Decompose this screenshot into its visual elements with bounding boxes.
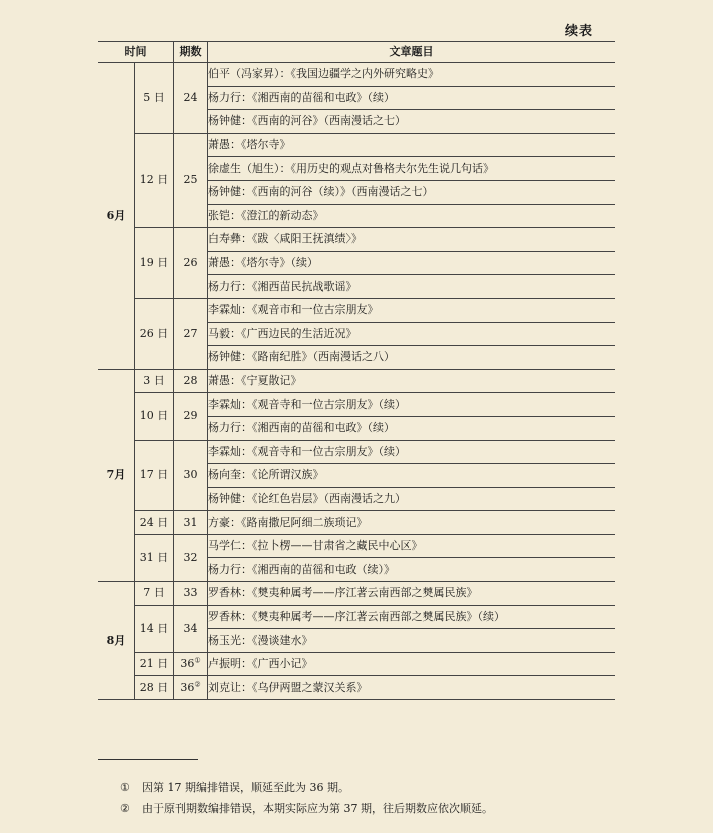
table-row bbox=[98, 652, 615, 676]
issue-cell bbox=[174, 63, 208, 134]
footnote-mark: ① bbox=[120, 781, 130, 794]
table-row bbox=[98, 228, 615, 252]
day-cell: 26 日 bbox=[135, 298, 174, 369]
day-cell: 5 日 bbox=[135, 63, 174, 134]
article-title-cell: 伯平（冯家昇）：《我国边疆学之内外研究略史》 bbox=[208, 63, 616, 87]
issue-cell bbox=[174, 440, 208, 511]
article-title-cell: 李霖灿：《观音市和一位古宗朋友》 bbox=[208, 298, 616, 322]
article-title-cell: 杨力行：《湘西南的苗徭和屯政》（续） bbox=[208, 86, 616, 110]
table-row bbox=[98, 605, 615, 629]
table-row bbox=[98, 534, 615, 558]
table-row bbox=[98, 369, 615, 393]
issue-cell bbox=[174, 534, 208, 581]
issue-number: 29 bbox=[183, 409, 198, 423]
article-title-cell: 李霖灿：《观音寺和一位古宗朋友》（续） bbox=[208, 393, 616, 417]
header-title: 文章题目 bbox=[208, 42, 616, 63]
table-row bbox=[98, 676, 615, 700]
article-title-cell: 李霖灿：《观音寺和一位古宗朋友》（续） bbox=[208, 440, 616, 464]
table-row bbox=[98, 298, 615, 322]
footnote-divider bbox=[98, 759, 198, 760]
issue-number: 28 bbox=[183, 374, 198, 388]
article-title-cell: 马学仁：《拉卜楞——甘肃省之藏民中心区》 bbox=[208, 534, 616, 558]
footnote-ref: ② bbox=[194, 680, 201, 689]
article-title-cell: 杨钟健：《西南的河谷》（西南漫话之七） bbox=[208, 110, 616, 134]
footnote-2 bbox=[120, 800, 493, 816]
issue-number: 24 bbox=[183, 90, 198, 104]
article-title-cell: 杨钟健：《论红色岩层》（西南漫话之九） bbox=[208, 487, 616, 511]
day-cell: 12 日 bbox=[135, 133, 174, 227]
issue-cell bbox=[174, 298, 208, 369]
day-cell: 28 日 bbox=[135, 676, 174, 700]
article-title-cell: 张铠：《澄江的新动态》 bbox=[208, 204, 616, 228]
article-title-cell: 杨力行：《湘西苗民抗战歌谣》 bbox=[208, 275, 616, 299]
issue-cell bbox=[174, 652, 208, 676]
issue-number: 36 bbox=[180, 657, 195, 671]
month-cell: 6月 bbox=[98, 63, 135, 370]
article-title-cell: 卢振明：《广西小记》 bbox=[208, 652, 616, 676]
article-title-cell: 刘克让：《乌伊两盟之蒙汉关系》 bbox=[208, 676, 616, 700]
header-time: 时间 bbox=[98, 42, 174, 63]
article-title-cell: 杨力行：《湘西南的苗徭和屯政》（续） bbox=[208, 416, 616, 440]
day-cell: 21 日 bbox=[135, 652, 174, 676]
table-row bbox=[98, 582, 615, 606]
article-title-cell: 方豪：《路南撒尼阿细二族琐记》 bbox=[208, 511, 616, 535]
issue-cell bbox=[174, 393, 208, 440]
issue-number: 31 bbox=[183, 515, 198, 529]
footnote-text: 由于原刊期数编排错误，本期实际应为第 37 期，往后期数应依次顺延。 bbox=[142, 802, 493, 815]
issue-cell bbox=[174, 133, 208, 227]
article-title-cell: 杨钟健：《路南纪胜》（西南漫话之八） bbox=[208, 346, 616, 370]
day-cell: 3 日 bbox=[135, 369, 174, 393]
issue-cell bbox=[174, 369, 208, 393]
issue-cell bbox=[174, 605, 208, 652]
article-title-cell: 罗香林：《僰夷种属考——序江著云南西部之僰属民族》（续） bbox=[208, 605, 616, 629]
header-issue: 期数 bbox=[174, 42, 208, 63]
table-row bbox=[98, 393, 615, 417]
issue-number: 25 bbox=[183, 173, 198, 187]
footnote-mark: ② bbox=[120, 802, 130, 815]
month-cell: 8月 bbox=[98, 582, 135, 700]
day-cell: 19 日 bbox=[135, 228, 174, 299]
article-title-cell: 马毅：《广西边民的生活近况》 bbox=[208, 322, 616, 346]
day-cell: 10 日 bbox=[135, 393, 174, 440]
issue-number: 33 bbox=[183, 586, 198, 600]
footnote-text: 因第 17 期编排错误，顺延至此为 36 期。 bbox=[142, 781, 349, 794]
table-row bbox=[98, 63, 615, 87]
issue-number: 36 bbox=[180, 680, 195, 694]
article-title-cell: 徐虚生（旭生）：《用历史的观点对鲁格夫尔先生说几句话》 bbox=[208, 157, 616, 181]
table-row bbox=[98, 440, 615, 464]
issue-number: 34 bbox=[183, 621, 198, 635]
day-cell: 14 日 bbox=[135, 605, 174, 652]
table-row bbox=[98, 511, 615, 535]
article-title-cell: 萧愚：《宁夏散记》 bbox=[208, 369, 616, 393]
footnote-1 bbox=[120, 779, 349, 795]
day-cell: 17 日 bbox=[135, 440, 174, 511]
day-cell: 24 日 bbox=[135, 511, 174, 535]
issue-cell bbox=[174, 582, 208, 606]
article-title-cell: 萧愚：《塔尔寺》 bbox=[208, 133, 616, 157]
article-title-cell: 杨向奎：《论所谓汉族》 bbox=[208, 464, 616, 488]
issue-cell bbox=[174, 676, 208, 700]
article-title-cell: 白寿彝：《跋〈咸阳王抚滇绩〉》 bbox=[208, 228, 616, 252]
footnote-ref: ① bbox=[194, 656, 201, 665]
issue-cell bbox=[174, 228, 208, 299]
issue-number: 30 bbox=[183, 468, 198, 482]
issue-table bbox=[98, 41, 615, 700]
month-cell: 7月 bbox=[98, 369, 135, 581]
continued-label: 续表 bbox=[564, 24, 593, 39]
article-title-cell: 杨钟健：《西南的河谷（续）》（西南漫话之七） bbox=[208, 180, 616, 204]
table-body bbox=[98, 63, 615, 700]
day-cell: 31 日 bbox=[135, 534, 174, 581]
article-title-cell: 杨力行：《湘西南的苗徭和屯政（续）》 bbox=[208, 558, 616, 582]
table-header-row bbox=[98, 42, 615, 63]
article-title-cell: 萧愚：《塔尔寺》（续） bbox=[208, 251, 616, 275]
issue-cell bbox=[174, 511, 208, 535]
table-row bbox=[98, 133, 615, 157]
issue-number: 26 bbox=[183, 256, 198, 270]
article-title-cell: 杨玉光：《漫谈建水》 bbox=[208, 629, 616, 653]
article-title-cell: 罗香林：《僰夷种属考——序江著云南西部之僰属民族》 bbox=[208, 582, 616, 606]
day-cell: 7 日 bbox=[135, 582, 174, 606]
issue-number: 32 bbox=[183, 550, 198, 564]
issue-number: 27 bbox=[183, 326, 198, 340]
